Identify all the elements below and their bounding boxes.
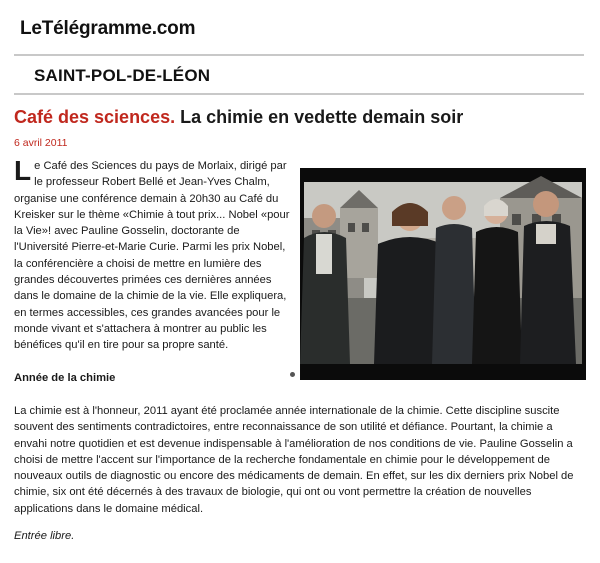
headline-kicker: Café des sciences.	[14, 107, 176, 127]
article-closing-note: Entrée libre.	[14, 530, 75, 542]
article-photo[interactable]	[300, 168, 586, 380]
section-divider	[14, 93, 584, 95]
lede-text: e Café des Sciences du pays de Morlaix, dirigé par le professeur Robert Bellé et Jean-Yves Chalm, organise une conférence demain à 20h30 au Café du Kreisker sur le thème «Chimie à tout prix... Nobel «pour la Vie»! avec Pauline Gosselin, doctorante de l'Université Pierre-et-Marie Curie. Parmi les prix Nobel, la conférencière a choisi de mettre en lumière des grandes découvertes primées ces dernières années dans le domaine de la chimie de la vie. Elle expliquera, en termes accessibles, ces grandes avancées pour le monde vivant et s'attachera à montrer au public les bénéfices qu'il en tire pour sa propre santé.	[14, 160, 290, 352]
article-body: La chimie est à l'honneur, 2011 ayant été proclamée année internationale de la chimie. Cette discipline suscite souvent des sentiments contradictoires, entre reconnaissance de son utilité et défiance. Pourtant, la chimie a envahi notre quotidien et est devenue indispensable à l'amélioration de nos conditions de vie. Pauline Gosselin a choisi de mettre l'accent sur l'importance de la recherche fondamentale en chimie pour le développement de nouveaux outils de diagnostic ou encore des médicaments de demain. En effet, sur les dix derniers prix Nobel de chimie, six ont été décernés à des travaux de biologie, qui ont ou vont permettre la création de nouvelles applications dans le domaine médical.	[14, 405, 574, 515]
section-subheading: Année de la chimie	[14, 372, 116, 384]
article-lede	[14, 155, 296, 354]
section-title: SAINT-POL-DE-LÉON	[34, 66, 211, 85]
group-photo-icon	[300, 168, 586, 380]
site-name[interactable]: LeTélégramme.com	[20, 18, 196, 39]
header-divider	[14, 54, 584, 56]
article-date: 6 avril 2011	[14, 137, 68, 149]
drop-cap: L	[14, 155, 32, 186]
photo-indicator-dot	[290, 372, 295, 377]
headline-title: La chimie en vedette demain soir	[180, 107, 464, 127]
article-headline	[14, 107, 463, 128]
